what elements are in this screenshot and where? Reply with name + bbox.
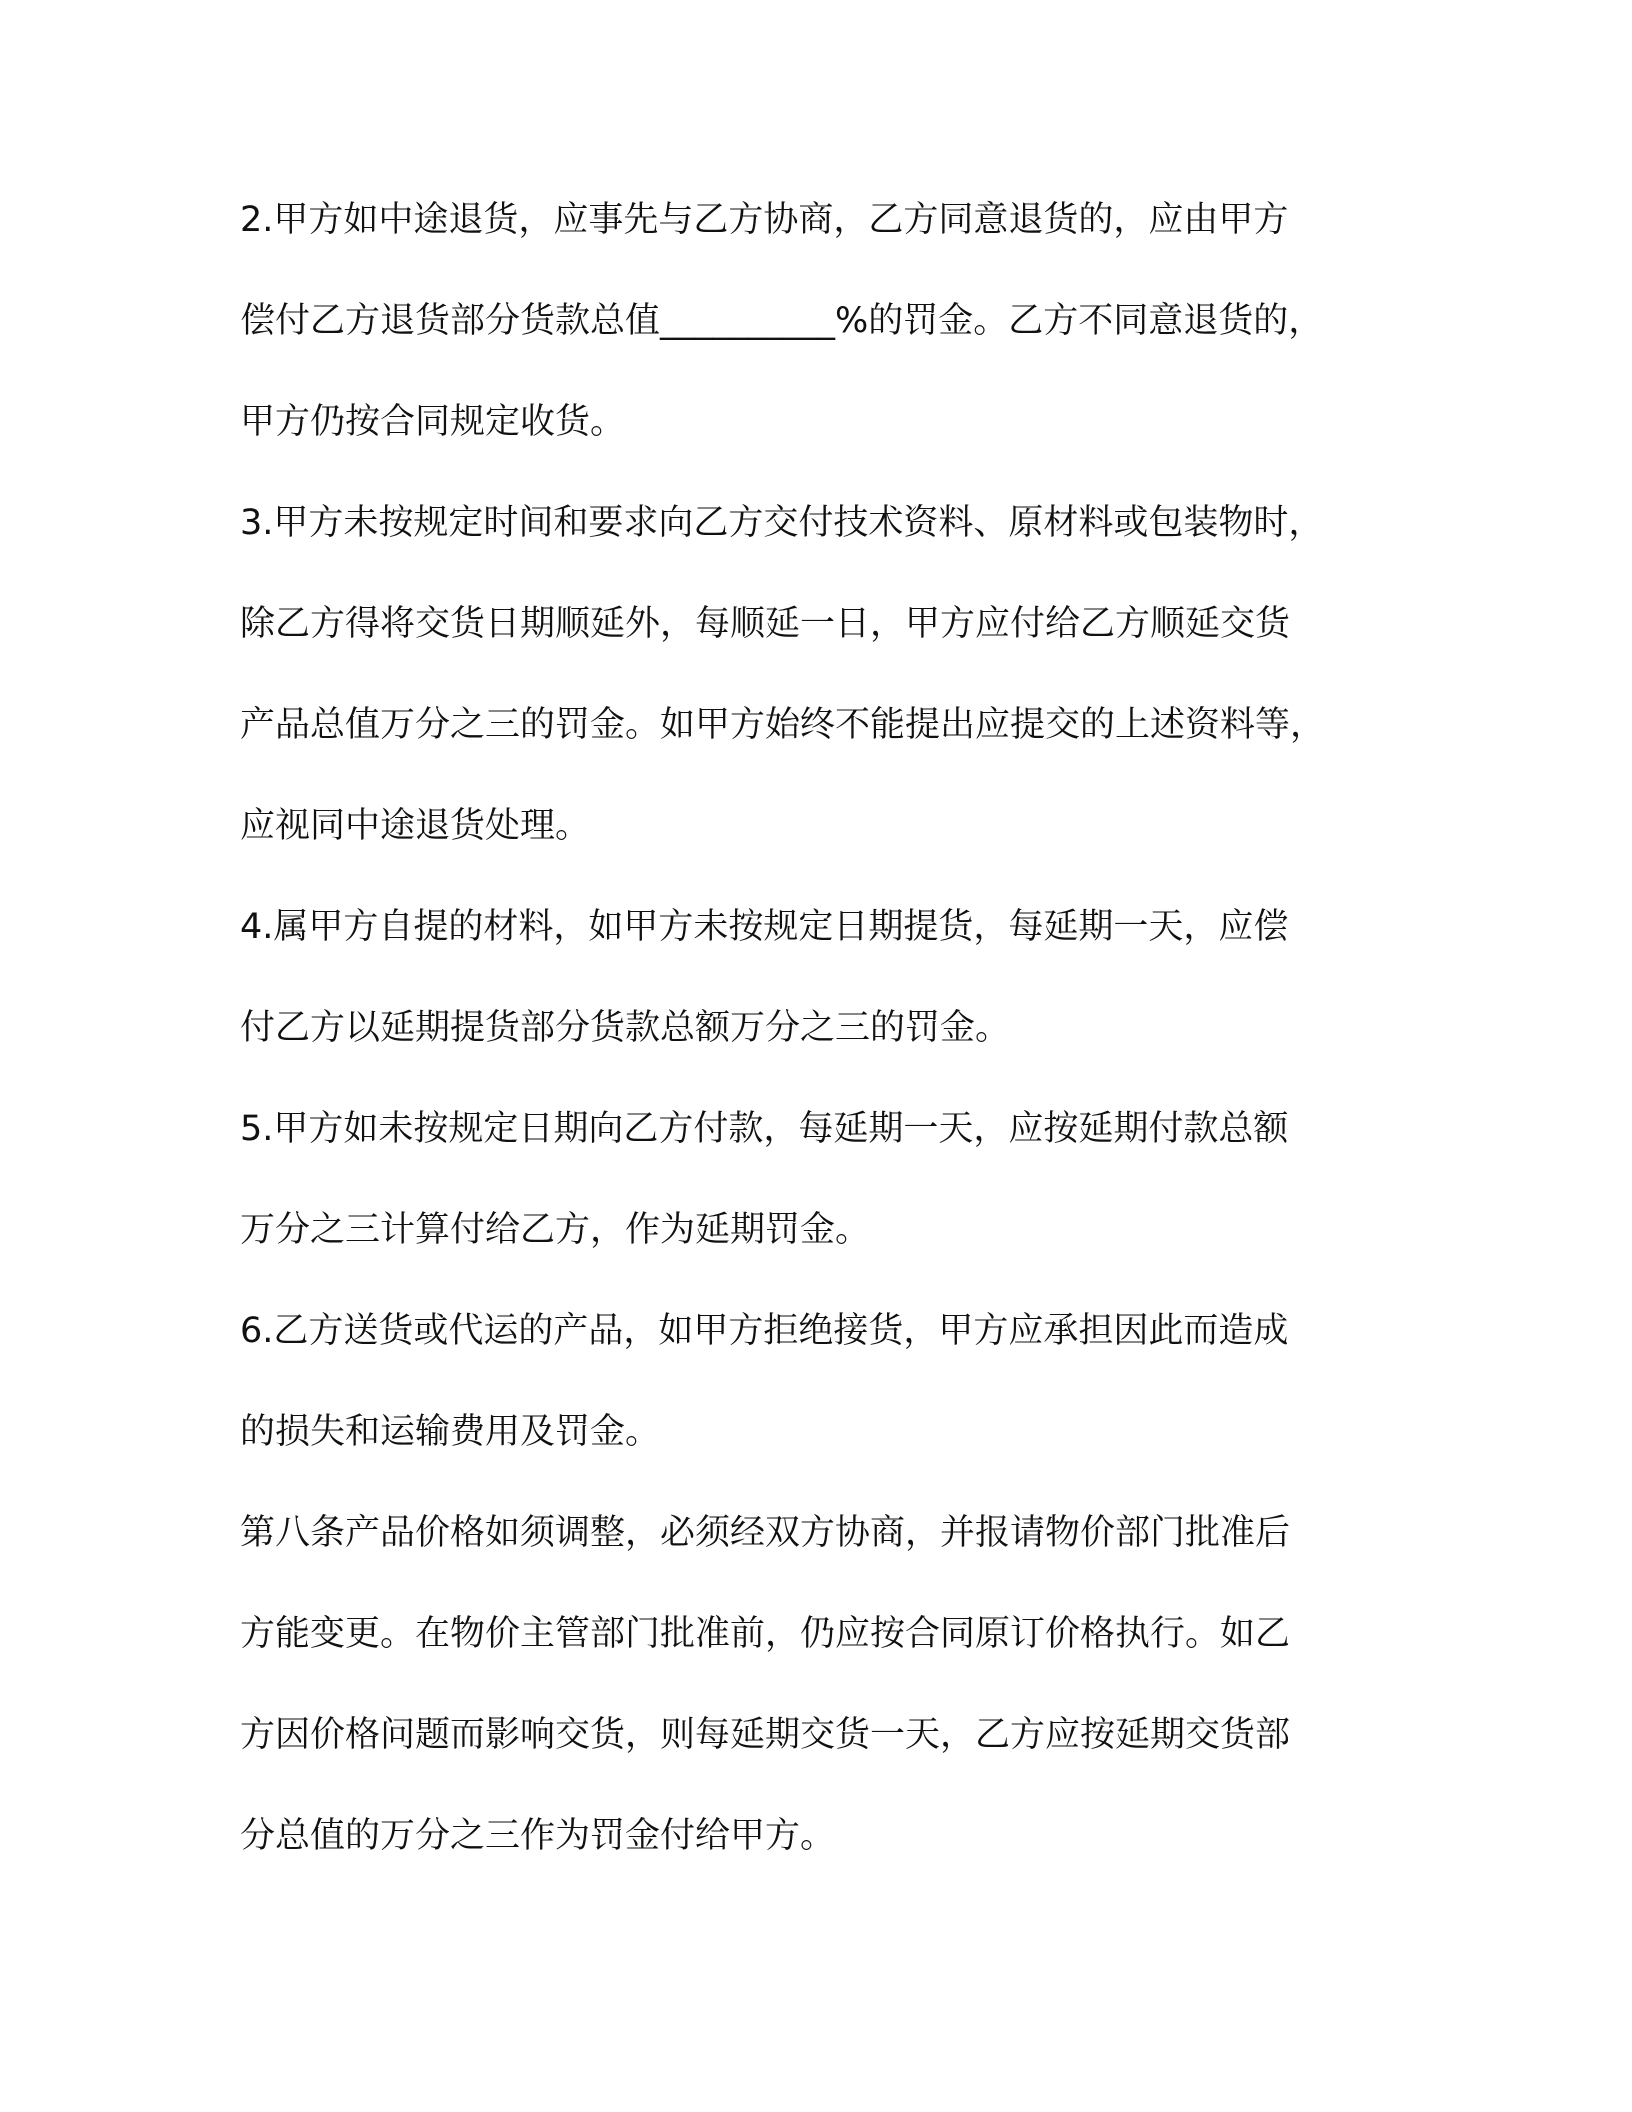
text-line-8: 4.属甲方自提的材料，如甲方未按规定日期提货，每延期一天，应偿 [240, 907, 1289, 947]
text-line-11: 万分之三计算付给乙方，作为延期罚金。 [240, 1210, 871, 1250]
text-line-3: 甲方仍按合同规定收货。 [240, 402, 626, 442]
text-line-12: 6.乙方送货或代运的产品，如甲方拒绝接货，甲方应承担因此而造成 [240, 1311, 1289, 1351]
text-line-6: 产品总值万分之三的罚金。如甲方始终不能提出应提交的上述资料等， [240, 705, 1326, 745]
text-line-14: 第八条产品价格如须调整，必须经双方协商，并报请物价部门批准后 [240, 1513, 1291, 1553]
text-line-5: 除乙方得将交货日期顺延外，每顺延一日，甲方应付给乙方顺延交货 [240, 604, 1291, 644]
text-line-1: 2.甲方如中途退货，应事先与乙方协商，乙方同意退货的，应由甲方 [240, 200, 1289, 240]
text-line-13: 的损失和运输费用及罚金。 [240, 1412, 661, 1452]
text-line-15: 方能变更。在物价主管部门批准前，仍应按合同原订价格执行。如乙 [240, 1614, 1291, 1654]
text-line-9: 付乙方以延期提货部分货款总额万分之三的罚金。 [240, 1008, 1011, 1048]
text-line-10: 5.甲方如未按规定日期向乙方付款，每延期一天，应按延期付款总额 [240, 1109, 1289, 1149]
text-line-16: 方因价格问题而影响交货，则每延期交货一天，乙方应按延期交货部 [240, 1715, 1291, 1755]
contract-text [240, 170, 1400, 1887]
text-line-2: 偿付乙方退货部分货款总值__________%的罚金。乙方不同意退货的， [240, 301, 1324, 341]
text-line-17: 分总值的万分之三作为罚金付给甲方。 [240, 1816, 836, 1856]
text-line-7: 应视同中途退货处理。 [240, 806, 591, 846]
text-line-4: 3.甲方未按规定时间和要求向乙方交付技术资料、原材料或包装物时， [240, 503, 1324, 543]
